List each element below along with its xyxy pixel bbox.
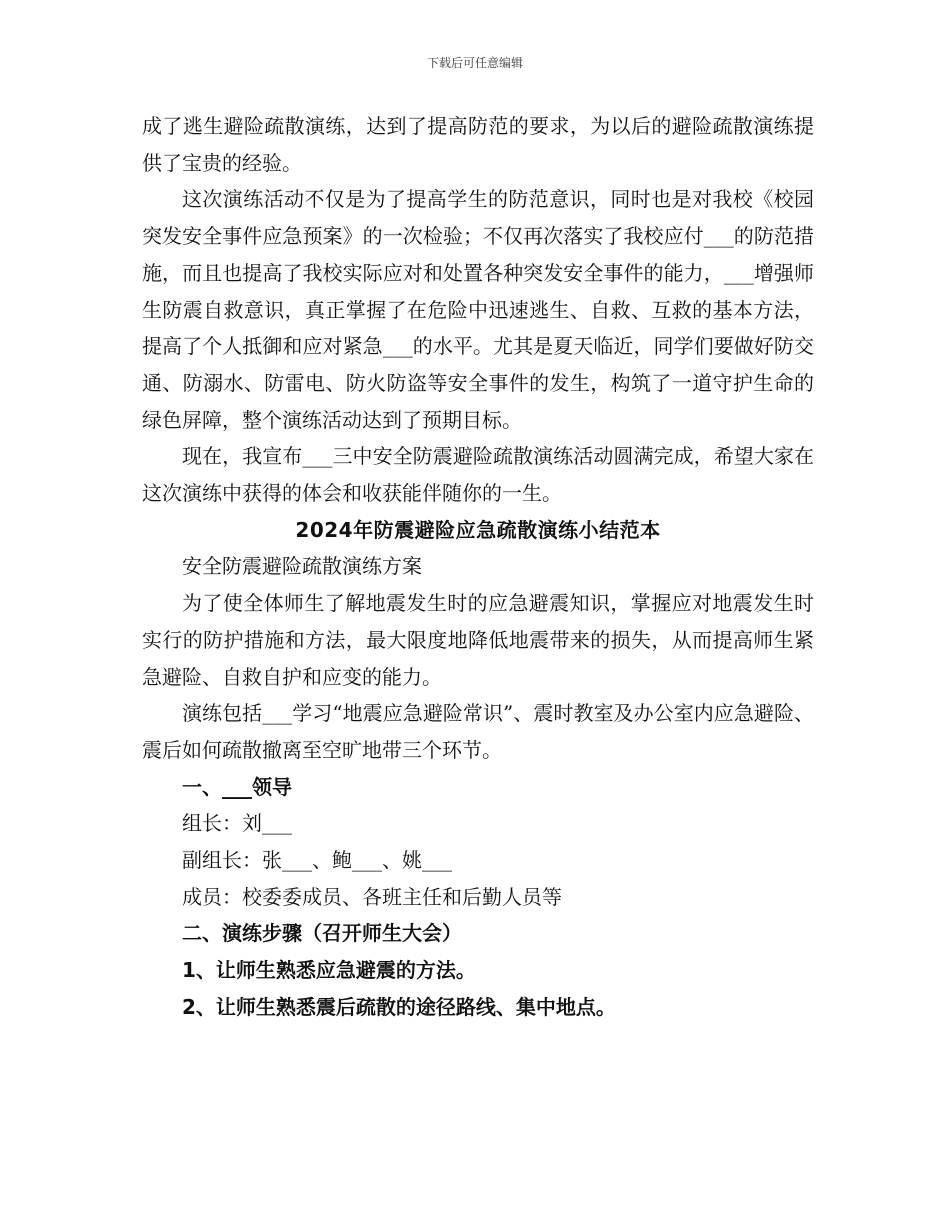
- page-header: 下载后可任意编辑: [426, 56, 523, 70]
- paragraph-continuation: 成了逃生避险疏散演练，达到了提高防范的要求，为以后的避险疏散演练提供了宝贵的经验。: [142, 114, 814, 175]
- plan-subtitle: 安全防震避险疏散演练方案: [182, 554, 422, 579]
- step-1: 1、让师生熟悉应急避震的方法。: [182, 958, 476, 983]
- paragraph-purpose: 为了使全体师生了解地震发生时的应急避震知识，掌握应对地震发生时实行的防护措施和方法，最大限度地降低地震带来的损失，从而提高师生紧急避险、自救自护和应变的能力。: [142, 591, 814, 689]
- heading-leadership: 一、___领导: [182, 774, 292, 799]
- document-body: [142, 108, 814, 1026]
- deputy-leader-line: 副组长：张___、鲍___、姚___: [182, 848, 452, 873]
- heading-drill-steps: 二、演练步骤（召开师生大会）: [182, 921, 462, 946]
- paragraph-announcement: 现在，我宣布___三中安全防震避险疏散演练活动圆满完成，希望大家在这次演练中获得的体会和收获能伴随你的一生。: [142, 444, 814, 506]
- paragraph-drill-significance: 这次演练活动不仅是为了提高学生的防范意识，同时也是对我校《校园突发安全事件应急预案》的一次检验；不仅再次落实了我校应付___的防范措施，而且也提高了我校实际应对和处置各种突发安全事件的能力，___增强师生防震自救意识，真正掌握了在危险中迅速逃生、自救、互救的基本方法，提高了个人抵御和应对紧急___的水平。尤其是夏天临近，同学们要做好防交通、防溺水、防雷电、防火防盗等安全事件的发生，构筑了一道守护生命的绿色屏障，整个演练活动达到了预期目标。: [142, 187, 814, 432]
- section-title: 2024年防震避险应急疏散演练小结范本: [295, 517, 661, 542]
- leader-line: 组长：刘___: [182, 811, 292, 836]
- members-line: 成员：校委委成员、各班主任和后勤人员等: [182, 884, 562, 909]
- step-2: 2、让师生熟悉震后疏散的途径路线、集中地点。: [182, 994, 616, 1019]
- paragraph-content: 演练包括___学习“地震应急避险常识”、震时教室及办公室内应急避险、震后如何疏散撤离至空旷地带三个环节。: [142, 701, 814, 762]
